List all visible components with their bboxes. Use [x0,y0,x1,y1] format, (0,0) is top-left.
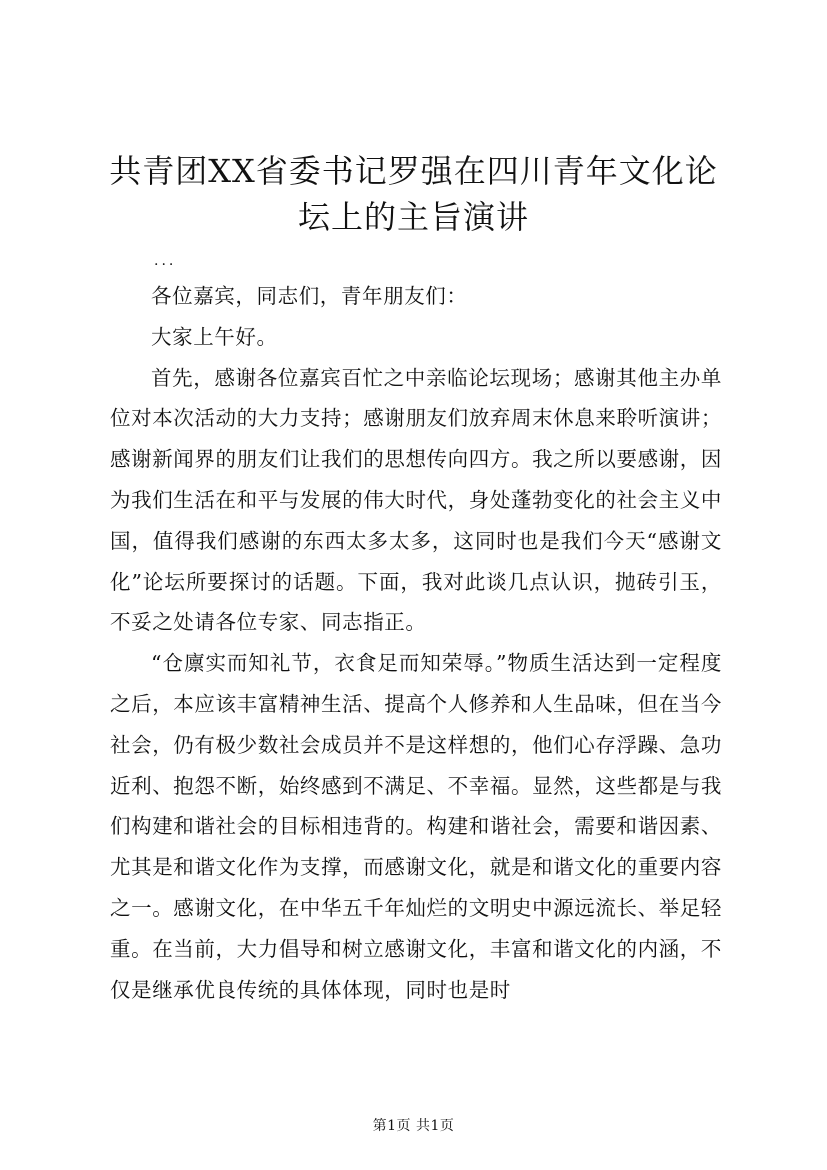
body-paragraph: 首先，感谢各位嘉宾百忙之中亲临论坛现场；感谢其他主办单位对本次活动的大力支持；感谢朋友们放弃周末休息来聆听演讲；感谢新闻界的朋友们让我们的思想传向四方。我之所以要感谢，因为我们生活在和平与发展的伟大时代，身处蓬勃变化的社会主义中国，值得我们感谢的东西太多太多，这同时也是我们今天“感谢文化”论坛所要探讨的话题。下面，我对此谈几点认识，抛砖引玉，不妥之处请各位专家、同志指正。 [110,365,722,635]
document-body [110,248,722,1010]
ellipsis-marker: ... [154,253,177,269]
body-paragraph: “仓廪实而知礼节，衣食足而知荣辱。”物质生活达到一定程度之后，本应该丰富精神生活、提高个人修养和人生品味，但在当今社会，仍有极少数社会成员并不是这样想的，他们心存浮躁、急功近利、抱怨不断，始终感到不满足、不幸福。显然，这些都是与我们构建和谐社会的目标相违背的。构建和谐社会，需要和谐因素、尤其是和谐文化作为支撑，而感谢文化，就是和谐文化的重要内容之一。感谢文化，在中华五千年灿烂的文明史中源远流长、举足轻重。在当前，大力倡导和树立感谢文化，丰富和谐文化的内涵，不仅是继承优良传统的具体体现，同时也是时 [110,651,722,1002]
salutation-paragraph: 各位嘉宾，同志们，青年朋友们： [151,284,468,308]
greeting-paragraph: 大家上午好。 [151,324,278,349]
page-footer: 第1页 共1页 [372,1118,455,1134]
document-title: 共青团XX省委书记罗强在四川青年文化论坛上的主旨演讲 [109,152,718,236]
